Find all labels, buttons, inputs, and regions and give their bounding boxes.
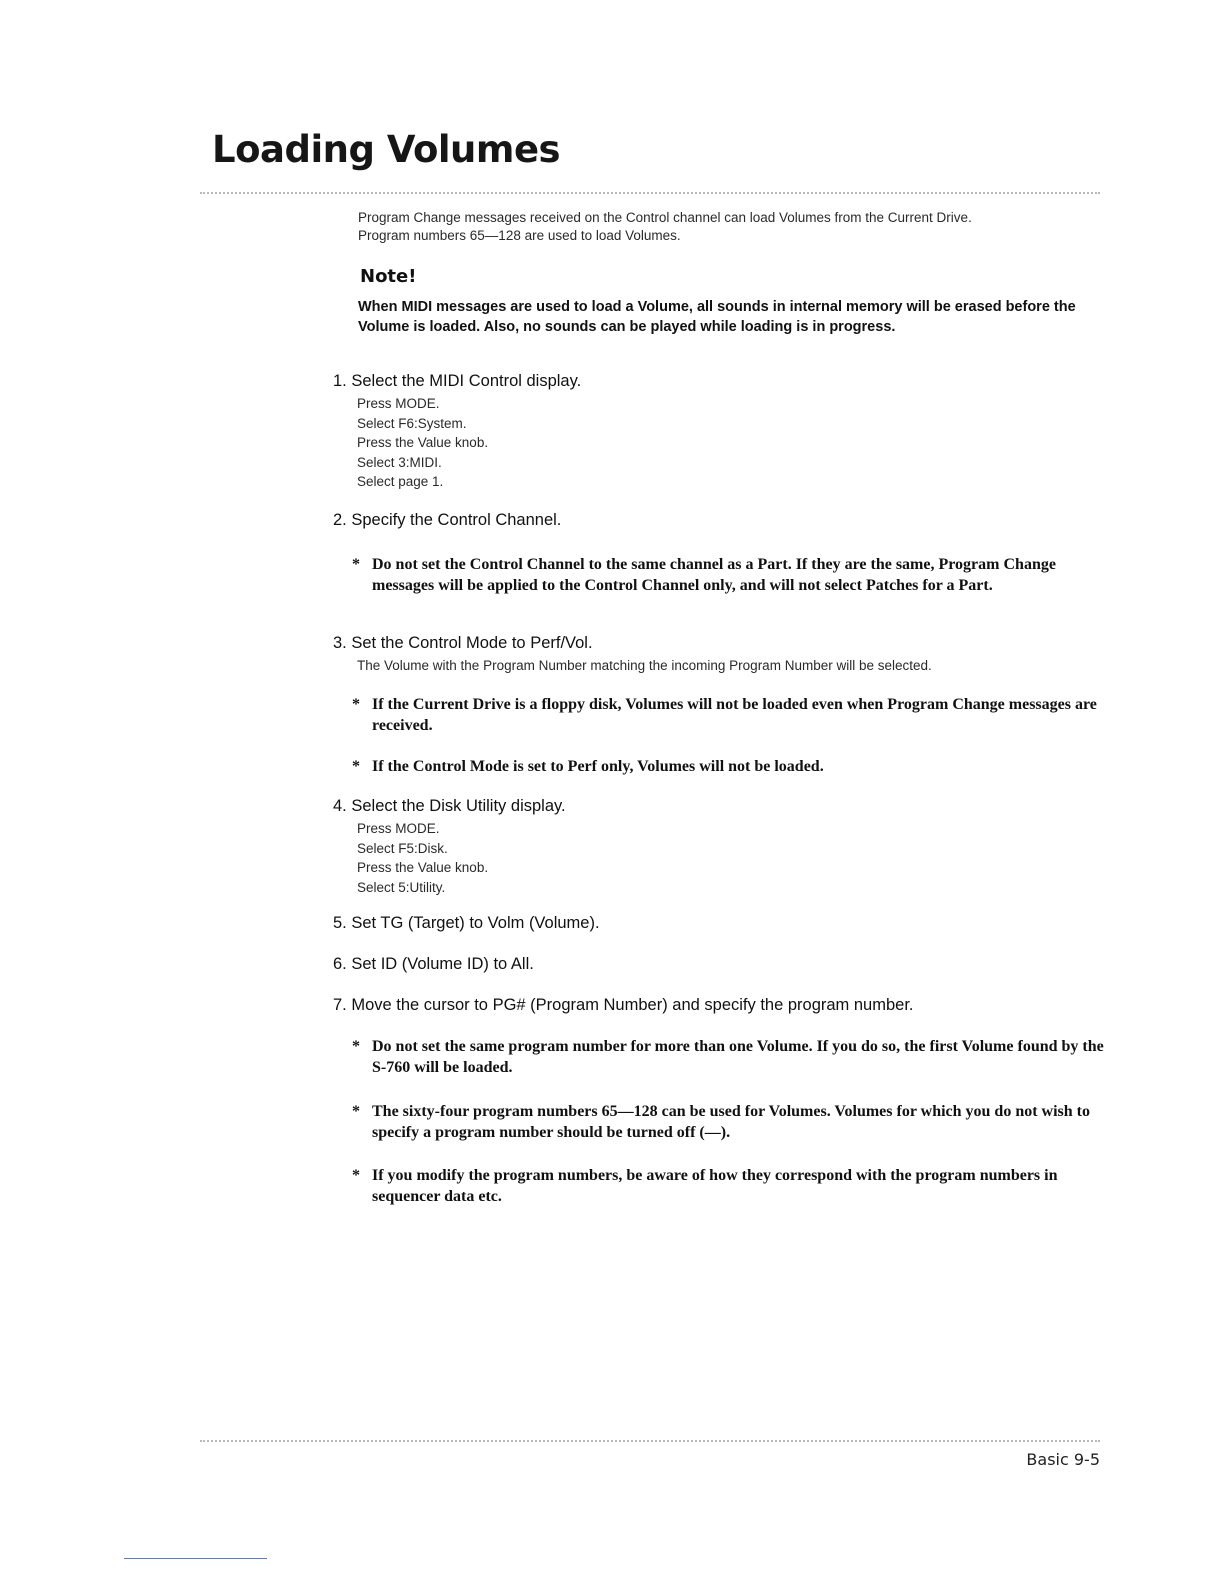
substep: Select page 1. [357,474,444,489]
substep: Press the Value knob. [357,435,489,450]
caution-bullet [352,554,1112,596]
substep: Press MODE. [357,396,440,411]
step-7 [333,994,1123,1016]
step-3 [333,632,1123,676]
note-heading: Note! [360,266,417,287]
bullet-star: * [352,696,360,713]
step-5 [333,912,1123,934]
substep: Select F5:Disk. [357,840,448,856]
substep: Press MODE. [357,821,440,836]
bottom-dotted-rule [200,1440,1100,1442]
bullet-text: If the Current Drive is a floppy disk, Volumes will not be loaded even when Program Change messages are received. [372,696,1097,734]
bullet-star: * [352,1038,360,1055]
bullet-text: The sixty-four program numbers 65—128 can be used for Volumes. Volumes for which you do not wish to specify a program number should be turned off (—). [372,1103,1091,1141]
intro-paragraph [358,209,1108,245]
intro-line: Program Change messages received on the Control channel can load Volumes from the Current Drive. [358,210,972,225]
intro-line: Program numbers 65—128 are used to load Volumes. [358,228,681,243]
step-heading: 5. Set TG (Target) to Volm (Volume). [333,914,600,932]
top-dotted-rule [200,192,1100,194]
caution-bullet [352,1101,1112,1143]
page-number: Basic 9-5 [1026,1450,1100,1469]
step-heading: 2. Specify the Control Channel. [333,511,562,529]
page-title: Loading Volumes [212,128,561,171]
step-heading: 1. Select the MIDI Control display. [333,372,582,390]
bullet-star: * [352,1167,360,1184]
bullet-star: * [352,1103,360,1120]
step-1 [333,370,1123,492]
step-heading: 4. Select the Disk Utility display. [333,797,566,815]
caution-bullet [352,1036,1112,1078]
bottom-underline [124,1558,267,1559]
bullet-star: * [352,556,360,573]
step-4 [333,795,1123,897]
caution-bullet [352,756,1112,777]
substep: Select 5:Utility. [357,879,446,895]
step-heading: 7. Move the cursor to PG# (Program Number) and specify the program number. [333,996,914,1014]
step-substeps [357,394,1123,492]
bullet-text: If the Control Mode is set to Perf only, Volumes will not be loaded. [372,758,824,775]
substep: Press the Value knob. [357,860,489,875]
note-text: When MIDI messages are used to load a Volume, all sounds in internal memory will be erased before the Volume is loaded. Also, no sounds can be played while loading is in progress. [358,299,1076,335]
bullet-text: Do not set the same program number for more than one Volume. If you do so, the first Volume found by the S-760 will be loaded. [372,1038,1104,1076]
substep: Select 3:MIDI. [357,454,442,470]
step-6 [333,953,1123,975]
step-substeps [357,819,1123,897]
bullet-text: Do not set the Control Channel to the same channel as a Part. If they are the same, Program Change messages will be applied to the Control Channel only, and will not select Patches for a Part. [372,556,1056,594]
caution-bullet [352,1165,1112,1207]
substep: The Volume with the Program Number matching the incoming Program Number will be selected. [357,658,932,673]
step-heading: 6. Set ID (Volume ID) to All. [333,955,534,973]
step-2 [333,509,1123,531]
step-substeps [357,656,1123,676]
caution-bullet [352,694,1112,736]
substep: Select F6:System. [357,415,467,431]
step-heading: 3. Set the Control Mode to Perf/Vol. [333,634,593,652]
bullet-text: If you modify the program numbers, be aware of how they correspond with the program numbers in sequencer data etc. [372,1167,1058,1205]
bullet-star: * [352,758,360,775]
